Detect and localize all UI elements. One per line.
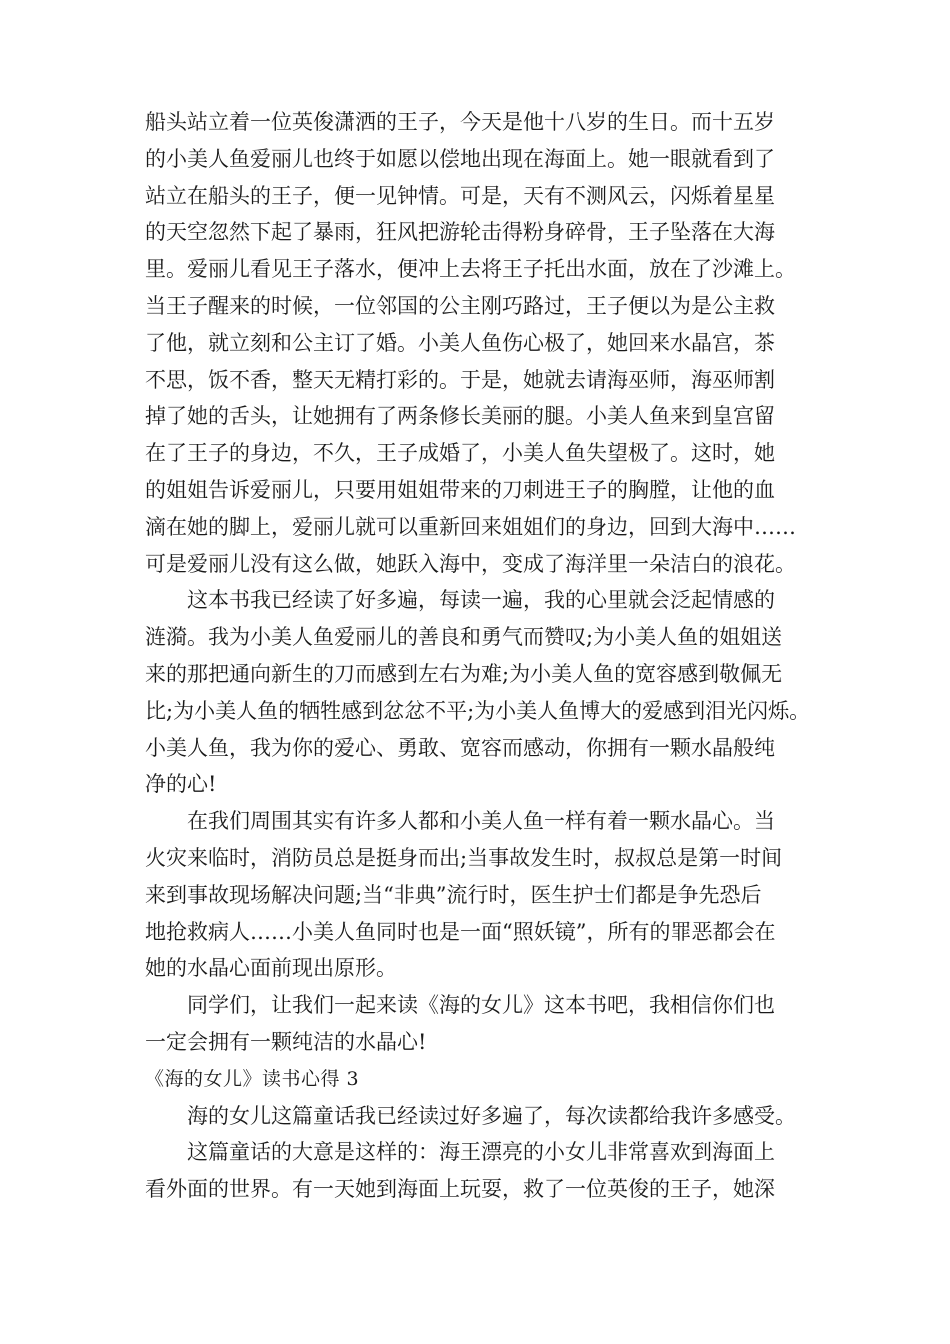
text-line: 小美人鱼，我为你的爱心、勇敢、宽容而感动，你拥有一颗水晶般纯 — [145, 735, 775, 760]
paragraph-first-line: 在我们周围其实有许多人都和小美人鱼一样有着一颗水晶心。当 — [187, 809, 775, 834]
text-line: 船头站立着一位英俊潇洒的王子，今天是他十八岁的生日。而十五岁 — [145, 110, 775, 134]
text-line: 滴在她的脚上，爱丽儿就可以重新回来姐姐们的身边，回到大海中…… — [145, 514, 796, 539]
text-line: 当王子醒来的时候，一位邻国的公主刚巧路过，王子便以为是公主救 — [145, 293, 775, 318]
text-line: 地抢救病人……小美人鱼同时也是一面“照妖镜”，所有的罪恶都会在 — [145, 919, 776, 944]
paragraph-first-line: 同学们，让我们一起来读《海的女儿》这本书吧，我相信你们也 — [187, 993, 775, 1018]
text-line: 比;为小美人鱼的牺牲感到忿忿不平;为小美人鱼博大的爱感到泪光闪烁。 — [145, 698, 811, 723]
text-line: 的天空忽然下起了暴雨，狂风把游轮击得粉身碎骨，王子坠落在大海 — [145, 220, 775, 245]
text-line: 掉了她的舌头，让她拥有了两条修长美丽的腿。小美人鱼来到皇宫留 — [145, 404, 775, 429]
text-line: 的小美人鱼爱丽儿也终于如愿以偿地出现在海面上。她一眼就看到了 — [145, 146, 775, 171]
section-heading: 《海的女儿》读书心得 3 — [145, 1067, 360, 1090]
text-line: 可是爱丽儿没有这么做，她跃入海中，变成了海洋里一朵洁白的浪花。 — [145, 551, 796, 576]
text-line: 火灾来临时，消防员总是挺身而出;当事故发生时，叔叔总是第一时间 — [145, 845, 783, 870]
text-line: 净的心! — [145, 772, 217, 797]
text-line: 不思，饭不香，整天无精打彩的。于是，她就去请海巫师，海巫师割 — [145, 367, 775, 392]
text-line: 一定会拥有一颗纯洁的水晶心! — [145, 1029, 427, 1054]
text-line: 的姐姐告诉爱丽儿，只要用姐姐带来的刀刺进王子的胸膛，让他的血 — [145, 477, 775, 502]
text-line: 她的水晶心面前现出原形。 — [145, 956, 397, 981]
text-line: 站立在船头的王子，便一见钟情。可是，天有不测风云，闪烁着星星 — [145, 183, 775, 208]
text-line: 涟漪。我为小美人鱼爱丽儿的善良和勇气而赞叹;为小美人鱼的姐姐送 — [145, 625, 783, 650]
paragraph-first-line: 这篇童话的大意是这样的：海王漂亮的小女儿非常喜欢到海面上 — [187, 1140, 775, 1165]
body-text — [145, 104, 835, 1208]
text-line: 来的那把通向新生的刀而感到左右为难;为小美人鱼的宽容感到敬佩无 — [145, 661, 783, 686]
paragraph-first-line: 这本书我已经读了好多遍，每读一遍，我的心里就会泛起情感的 — [187, 588, 775, 613]
text-line: 了他，就立刻和公主订了婚。小美人鱼伤心极了，她回来水晶宫，茶 — [145, 330, 775, 355]
paragraph-first-line: 海的女儿这篇童话我已经读过好多遍了，每次读都给我许多感受。 — [187, 1103, 796, 1128]
text-line: 在了王子的身边，不久，王子成婚了，小美人鱼失望极了。这时，她 — [145, 441, 775, 466]
text-line: 里。爱丽儿看见王子落水，便冲上去将王子托出水面，放在了沙滩上。 — [145, 257, 796, 282]
text-line: 来到事故现场解决问题;当“非典”流行时，医生护士们都是争先恐后 — [145, 882, 762, 907]
text-line: 看外面的世界。有一天她到海面上玩耍，救了一位英俊的王子，她深 — [145, 1177, 775, 1202]
